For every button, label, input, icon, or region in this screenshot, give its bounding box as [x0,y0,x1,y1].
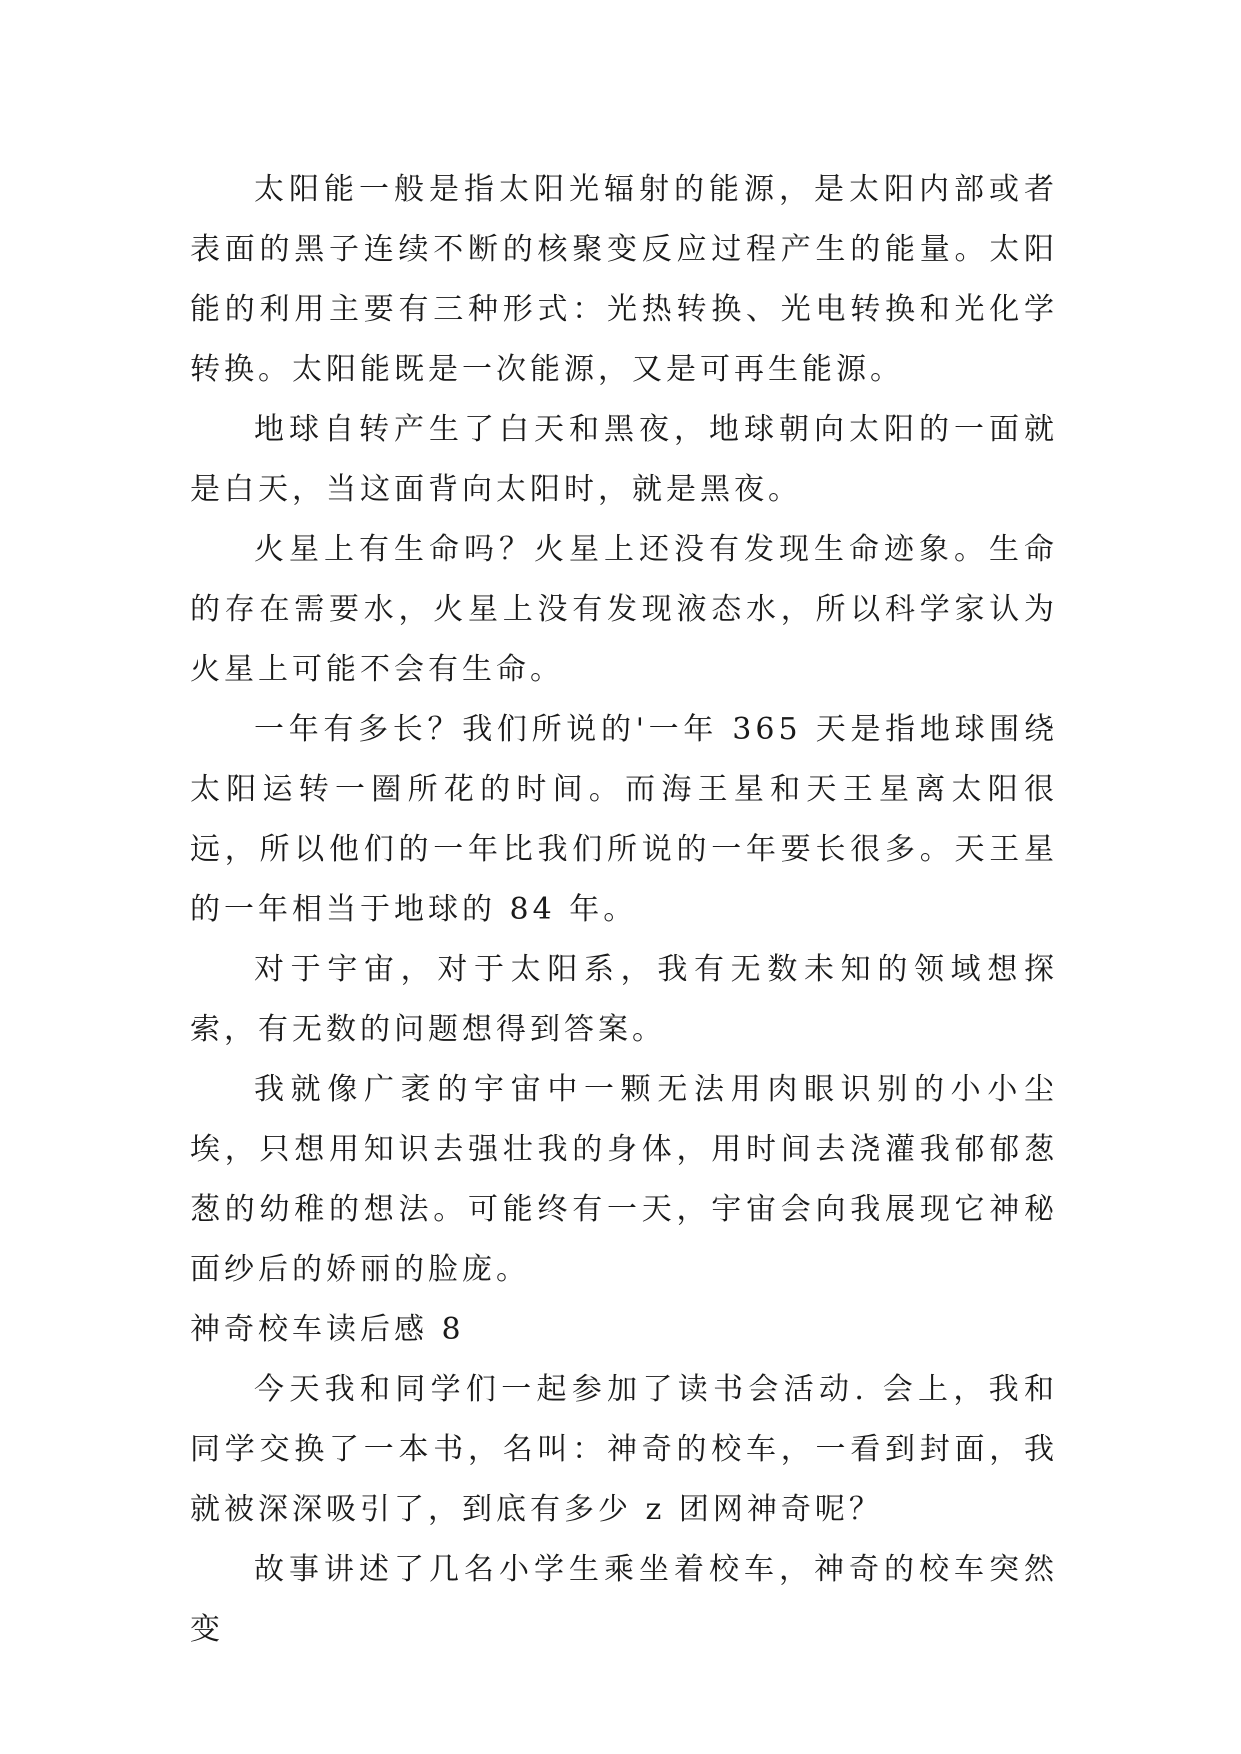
paragraph-solar-energy: 太阳能一般是指太阳光辐射的能源，是太阳内部或者表面的黑子连续不断的核聚变反应过程产生的能量。太阳能的利用主要有三种形式：光热转换、光电转换和光化学转换。太阳能既是一次能源，又是可再生能源。 [190,172,1058,387]
paragraph-reading-club: 今天我和同学们一起参加了读书会活动. 会上，我和同学交换了一本书，名叫：神奇的校车，一看到封面，我就被深深吸引了，到底有多少 z 团网神奇呢？ [190,1372,1058,1527]
paragraph-mars-life: 火星上有生命吗？火星上还没有发现生命迹象。生命的存在需要水，火星上没有发现液态水，所以科学家认为火星上可能不会有生命。 [190,532,1058,687]
paragraph-universe-questions: 对于宇宙，对于太阳系，我有无数未知的领域想探索，有无数的问题想得到答案。 [190,952,1058,1047]
paragraph-story-intro: 故事讲述了几名小学生乘坐着校车，神奇的校车突然变 [190,1552,1058,1647]
document-page [190,160,1058,1660]
paragraph-earth-rotation: 地球自转产生了白天和黑夜，地球朝向太阳的一面就是白天，当这面背向太阳时，就是黑夜。 [190,412,1058,507]
paragraph-cosmic-dust: 我就像广袤的宇宙中一颗无法用肉眼识别的小小尘埃，只想用知识去强壮我的身体，用时间去浇灌我郁郁葱葱的幼稚的想法。可能终有一天，宇宙会向我展现它神秘面纱后的娇丽的脸庞。 [190,1072,1058,1287]
section-heading: 神奇校车读后感 8 [190,1312,465,1347]
paragraph-year-length: 一年有多长？我们所说的'一年 365 天是指地球围绕太阳运转一圈所花的时间。而海王星和天王星离太阳很远，所以他们的一年比我们所说的一年要长很多。天王星的一年相当于地球的 84 年。 [190,712,1058,927]
